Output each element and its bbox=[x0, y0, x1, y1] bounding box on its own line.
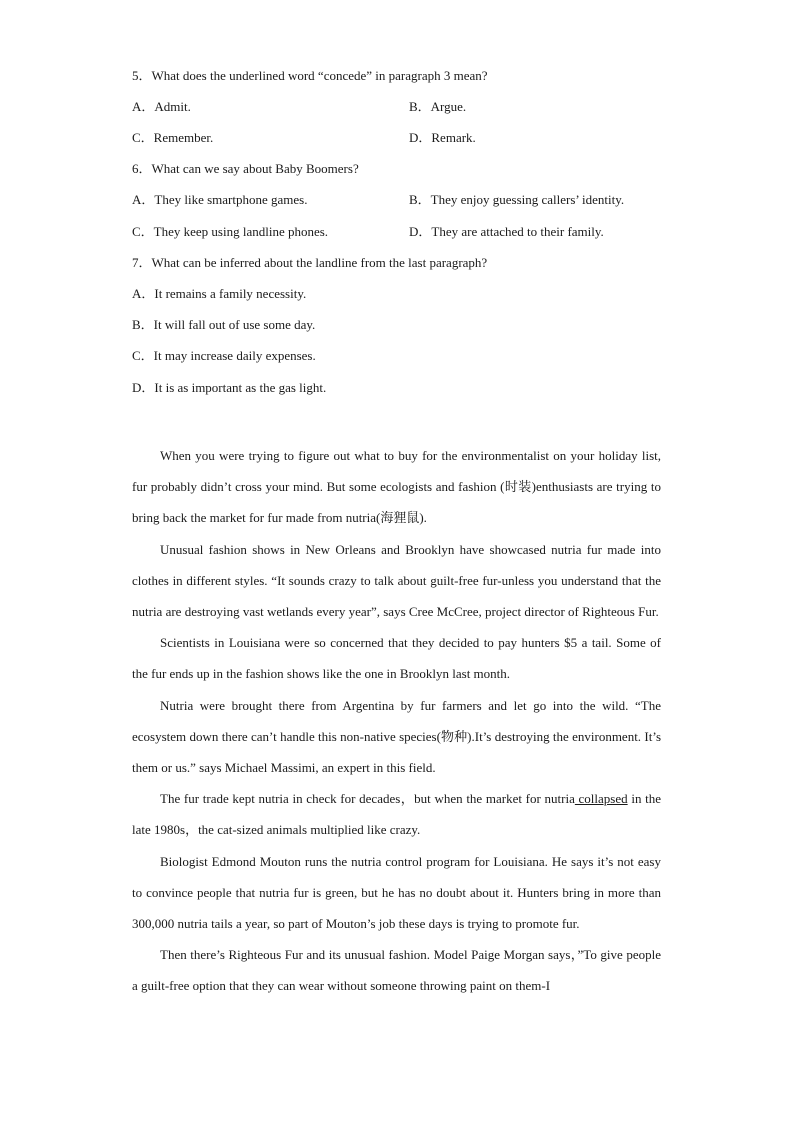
underlined-word-collapsed: collapsed bbox=[574, 791, 628, 807]
question-7-option-c: C．It may increase daily expenses. bbox=[132, 348, 316, 363]
paragraph-5-text-before: The fur trade kept nutria in check for decades，but when the market for nutria bbox=[160, 791, 575, 807]
passage-paragraph-5 bbox=[132, 783, 661, 845]
reading-passage bbox=[132, 440, 661, 1002]
question-6-option-c: C．They keep using landline phones. bbox=[132, 224, 329, 239]
passage-paragraph-7: Then there’s Righteous Fur and its unusual fashion. Model Paige Morgan says，”To give people a guilt-free option that they can wear without someone throwing paint on them-I bbox=[132, 947, 661, 994]
question-5-option-c: C．Remember. bbox=[132, 130, 214, 145]
question-5-option-b: B．Argue. bbox=[409, 99, 467, 114]
question-5-option-a: A．Admit. bbox=[132, 99, 191, 114]
question-6-stem: 6．What can we say about Baby Boomers? bbox=[132, 161, 359, 176]
passage-paragraph-6: Biologist Edmond Mouton runs the nutria control program for Louisiana. He says it’s not easy to convince people that nutria fur is green, but he has no doubt about it. Hunters bring in more than 300,000 nutria tails a year, so part of Mouton’s job these days is trying to promote fur. bbox=[132, 853, 661, 932]
question-6-option-b: B．They enjoy guessing callers’ identity. bbox=[409, 192, 625, 207]
passage-paragraph-4: Nutria were brought there from Argentina by fur farmers and let go into the wild. “The ecosystem down there can’t handle this non-native species(物种).It’s destroying the environment. It’s them or us.” says Michael Massimi, an expert in this field. bbox=[132, 697, 661, 776]
passage-paragraph-3: Scientists in Louisiana were so concerned that they decided to pay hunters $5 a tail. Some of the fur ends up in the fashion shows like the one in Brooklyn last month. bbox=[132, 635, 661, 682]
question-5-option-d: D．Remark. bbox=[409, 130, 476, 145]
question-6-option-a: A．They like smartphone games. bbox=[132, 192, 308, 207]
passage-paragraph-1: When you were trying to figure out what to buy for the environmentalist on your holiday list, fur probably didn’t cross your mind. But some ecologists and fashion (时装)enthusiasts are trying to bring back the market for fur made from nutria(海狸鼠). bbox=[132, 448, 661, 526]
question-7-option-b: B．It will fall out of use some day. bbox=[132, 317, 316, 332]
question-7-stem: 7．What can be inferred about the landline from the last paragraph? bbox=[132, 255, 488, 270]
passage-paragraph-2: Unusual fashion shows in New Orleans and Brooklyn have showcased nutria fur made into clothes in different styles. “It sounds crazy to talk about guilt-free fur-unless you understand that the nutria are destroying vast wetlands every year”, says Cree McCree, project director of Righteous Fur. bbox=[132, 541, 661, 620]
question-7-option-d: D．It is as important as the gas light. bbox=[132, 380, 327, 395]
question-5-stem: 5．What does the underlined word “concede” in paragraph 3 mean? bbox=[132, 68, 488, 83]
question-6-option-d: D．They are attached to their family. bbox=[409, 224, 604, 239]
question-7-option-a: A．It remains a family necessity. bbox=[132, 286, 307, 301]
paragraph-5-text-after: in the late 1980s，the cat-sized animals multiplied like crazy. bbox=[132, 791, 662, 838]
